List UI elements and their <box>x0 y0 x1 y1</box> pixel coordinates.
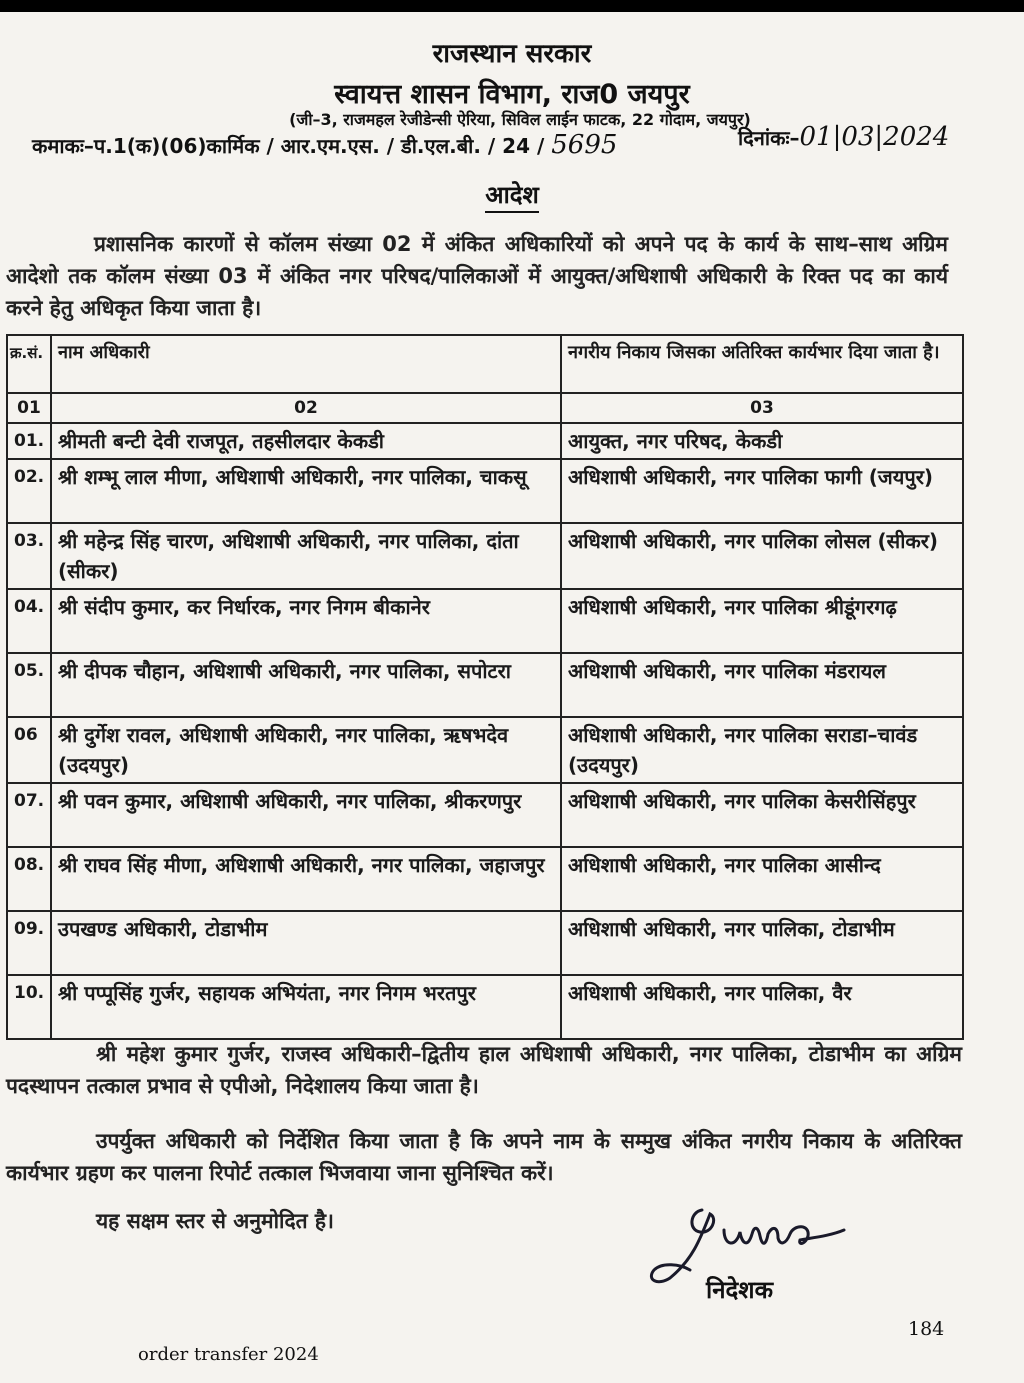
row-officer-name: श्री संदीप कुमार, कर निर्धारक, नगर निगम बीकानेर <box>51 589 561 653</box>
row-officer-name: श्री पप्पूसिंह गुर्जर, सहायक अभियंता, नगर निगम भरतपुर <box>51 975 561 1039</box>
government-heading: राजस्थान सरकार <box>432 39 592 69</box>
reference-handwritten-number: 5695 <box>551 130 618 160</box>
table-row <box>7 653 963 717</box>
col-number-1: 01 <box>7 393 51 423</box>
row-serial: 05. <box>7 653 51 717</box>
row-serial: 09. <box>7 911 51 975</box>
row-officer-name: श्री पवन कुमार, अधिशाषी अधिकारी, नगर पालिका, श्रीकरणपुर <box>51 783 561 847</box>
officers-table <box>6 334 964 1040</box>
row-additional-charge: अधिशाषी अधिकारी, नगर पालिका सराडा–चावंड (उदयपुर) <box>561 717 963 783</box>
col-number-3: 03 <box>561 393 963 423</box>
row-additional-charge: अधिशाषी अधिकारी, नगर पालिका श्रीडूंगरगढ़ <box>561 589 963 653</box>
row-officer-name: श्री शम्भू लाल मीणा, अधिशाषी अधिकारी, नगर पालिका, चाकसू <box>51 459 561 523</box>
order-date <box>738 122 949 152</box>
row-additional-charge: अधिशाषी अधिकारी, नगर पालिका लोसल (सीकर) <box>561 523 963 589</box>
row-additional-charge: अधिशाषी अधिकारी, नगर पालिका, वैर <box>561 975 963 1039</box>
approval-line: यह सक्षम स्तर से अनुमोदित है। <box>96 1209 334 1233</box>
row-officer-name: उपखण्ड अधिकारी, टोडाभीम <box>51 911 561 975</box>
department-heading: स्वायत्त शासन विभाग, राज0 जयपुर <box>334 79 690 110</box>
table-row <box>7 783 963 847</box>
row-serial: 03. <box>7 523 51 589</box>
row-additional-charge: अधिशाषी अधिकारी, नगर पालिका आसीन्द <box>561 847 963 911</box>
address-line: (जी–3, राजमहल रेजीडेन्सी ऐरिया, सिविल लाईन फाटक, 22 गोदाम, जयपुर) <box>289 110 751 129</box>
table-row <box>7 975 963 1039</box>
row-serial: 08. <box>7 847 51 911</box>
row-additional-charge: अधिशाषी अधिकारी, नगर पालिका फागी (जयपुर) <box>561 459 963 523</box>
col-number-2: 02 <box>51 393 561 423</box>
row-officer-name: श्री राघव सिंह मीणा, अधिशाषी अधिकारी, नगर पालिका, जहाजपुर <box>51 847 561 911</box>
row-serial: 10. <box>7 975 51 1039</box>
footer-caption: order transfer 2024 <box>138 1344 319 1365</box>
reference-number <box>32 130 617 160</box>
page-number: 184 <box>908 1318 945 1340</box>
table-row <box>7 459 963 523</box>
row-additional-charge: अधिशाषी अधिकारी, नगर पालिका मंडरायल <box>561 653 963 717</box>
table-row <box>7 589 963 653</box>
direction-paragraph: उपर्युक्त अधिकारी को निर्देशित किया जाता है कि अपने नाम के सम्मुख अंकित नगरीय निकाय के अतिरिक्त कार्यभार ग्रहण कर पालना रिपोर्ट तत्काल भिजवाया जाना सुनिश्चित करें। <box>6 1129 962 1185</box>
col-header-name: नाम अधिकारी <box>51 335 561 393</box>
table-row <box>7 423 963 459</box>
row-officer-name: श्री महेन्द्र सिंह चारण, अधिशाषी अधिकारी, नगर पालिका, दांता (सीकर) <box>51 523 561 589</box>
reference-label: कमाकः–प.1(क)(06)कार्मिक / आर.एम.एस. / डी.एल.बी. / 24 / <box>32 134 545 158</box>
order-title: आदेश <box>0 178 1024 211</box>
row-serial: 04. <box>7 589 51 653</box>
row-additional-charge: आयुक्त, नगर परिषद, केकडी <box>561 423 963 459</box>
row-serial: 02. <box>7 459 51 523</box>
apo-paragraph: श्री महेश कुमार गुर्जर, राजस्व अधिकारी–द्वितीय हाल अधिशाषी अधिकारी, नगर पालिका, टोडाभीम का अग्रिम पदस्थापन तत्काल प्रभाव से एपीओ, निदेशालय किया जाता है। <box>6 1042 962 1098</box>
row-serial: 06 <box>7 717 51 783</box>
date-label: दिनांकः– <box>738 126 800 150</box>
date-value: 01|03|2024 <box>799 122 950 152</box>
row-serial: 01. <box>7 423 51 459</box>
row-additional-charge: अधिशाषी अधिकारी, नगर पालिका, टोडाभीम <box>561 911 963 975</box>
table-row <box>7 717 963 783</box>
row-officer-name: श्री दुर्गेश रावल, अधिशाषी अधिकारी, नगर पालिका, ऋषभदेव (उदयपुर) <box>51 717 561 783</box>
col-header-charge: नगरीय निकाय जिसका अतिरिक्त कार्यभार दिया जाता है। <box>561 335 963 393</box>
table-row <box>7 523 963 589</box>
col-header-serial: क्र.सं. <box>7 335 51 393</box>
row-serial: 07. <box>7 783 51 847</box>
intro-paragraph: प्रशासनिक कारणों से कॉलम संख्या 02 में अंकित अधिकारियों को अपने पद के कार्य के साथ–साथ अग्रिम आदेशो तक कॉलम संख्या 03 में अंकित नगर परिषद/पालिकाओं में आयुक्त/अधिशाषी अधिकारी के रिक्त पद का कार्य करने हेतु अधिकृत किया जाता है। <box>6 232 948 320</box>
table-row <box>7 847 963 911</box>
row-officer-name: श्री दीपक चौहान, अधिशाषी अधिकारी, नगर पालिका, सपोटरा <box>51 653 561 717</box>
row-additional-charge: अधिशाषी अधिकारी, नगर पालिका केसरीसिंहपुर <box>561 783 963 847</box>
top-black-bar <box>0 0 1024 12</box>
row-officer-name: श्रीमती बन्टी देवी राजपूत, तहसीलदार केकडी <box>51 423 561 459</box>
table-row <box>7 911 963 975</box>
director-designation: निदेशक <box>706 1276 774 1304</box>
